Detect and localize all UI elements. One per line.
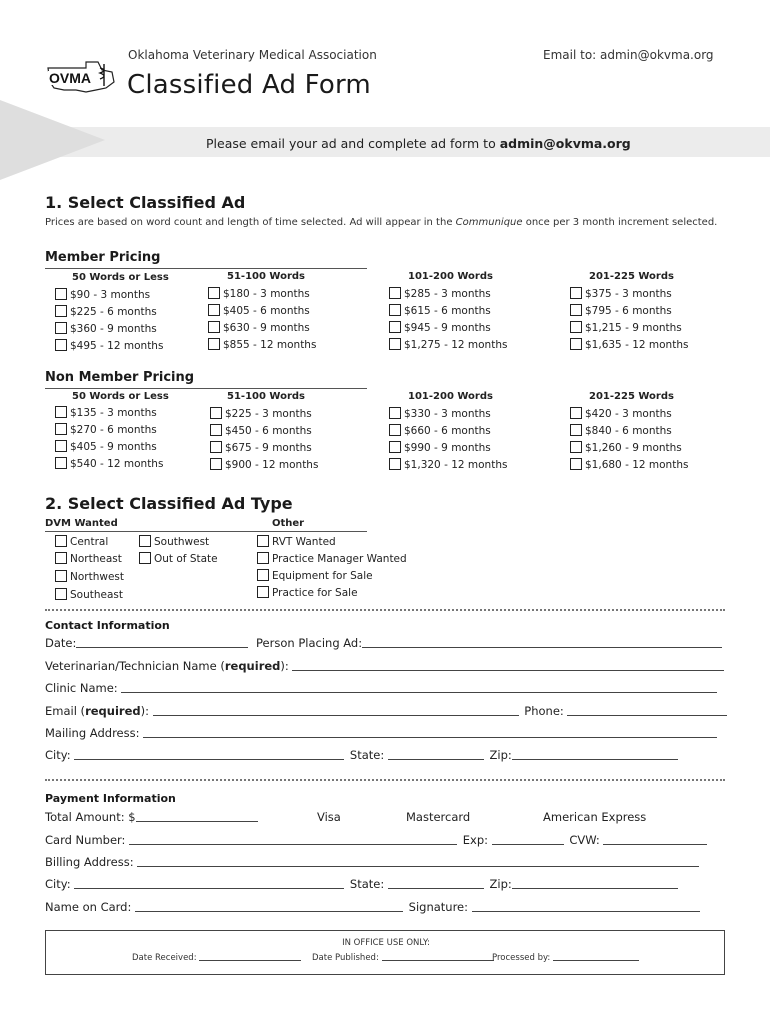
payment-city-field[interactable] <box>74 877 344 889</box>
member-pricing-title: Member Pricing <box>45 250 161 265</box>
office-use-title: IN OFFICE USE ONLY: <box>342 938 430 948</box>
checkbox[interactable] <box>257 552 269 564</box>
ad-type-option[interactable]: Southwest <box>139 534 218 550</box>
processed-by-field[interactable] <box>553 952 639 961</box>
price-option[interactable]: $225 - 6 months <box>55 304 163 320</box>
checkbox[interactable] <box>55 570 67 582</box>
name-row: Name on Card: Signature: <box>45 900 700 914</box>
nonmember-col-4 <box>570 406 688 473</box>
cvw-field[interactable] <box>603 833 707 845</box>
price-option[interactable]: $945 - 9 months <box>389 320 507 336</box>
payment-zip-field[interactable] <box>512 877 678 889</box>
nonmember-col-1 <box>55 405 163 472</box>
card-row: Card Number: Exp: CVW: <box>45 833 707 847</box>
section-2-title: 2. Select Classified Ad Type <box>45 494 293 513</box>
ad-type-option[interactable]: Northwest <box>55 569 124 585</box>
member-col-4 <box>570 286 688 353</box>
total-row: Total Amount: $ <box>45 810 258 824</box>
date-published-row: Date Published: <box>312 952 494 963</box>
card-number-field[interactable] <box>129 833 457 845</box>
nonmember-col-header: 50 Words or Less <box>72 391 169 402</box>
checkbox[interactable] <box>55 457 67 469</box>
ad-type-option[interactable]: Practice Manager Wanted <box>257 551 407 567</box>
date-received-row: Date Received: <box>132 952 301 963</box>
ovma-logo <box>46 60 116 94</box>
checkbox[interactable] <box>55 305 67 317</box>
vet-name-field[interactable] <box>292 659 724 671</box>
ad-type-option[interactable]: Equipment for Sale <box>257 568 407 584</box>
checkbox[interactable] <box>570 304 582 316</box>
nonmember-col-header: 101-200 Words <box>408 391 493 402</box>
form-title: Classified Ad Form <box>127 70 371 100</box>
price-option[interactable]: $225 - 3 months <box>210 406 318 422</box>
checkbox[interactable] <box>208 321 220 333</box>
member-col-1 <box>55 287 163 354</box>
other-col <box>257 534 407 601</box>
checkbox[interactable] <box>389 407 401 419</box>
checkbox[interactable] <box>389 441 401 453</box>
ad-type-option[interactable]: RVT Wanted <box>257 534 407 550</box>
banner-email: admin@okvma.org <box>499 136 631 151</box>
checkbox[interactable] <box>257 586 269 598</box>
ad-type-option[interactable]: Central <box>55 534 124 550</box>
price-option[interactable]: $90 - 3 months <box>55 287 163 303</box>
checkbox[interactable] <box>208 304 220 316</box>
member-col-3 <box>389 286 507 353</box>
checkbox[interactable] <box>389 321 401 333</box>
checkbox[interactable] <box>257 535 269 547</box>
city-row: City: State: Zip: <box>45 748 678 762</box>
checkbox[interactable] <box>389 338 401 350</box>
pricing-note: Prices are based on word count and length of time selected. Ad will appear in the Communique once per 3 month increment selected. <box>45 217 718 228</box>
price-option[interactable]: $450 - 6 months <box>210 423 318 439</box>
state-field[interactable] <box>388 748 484 760</box>
checkbox[interactable] <box>570 321 582 333</box>
amex-option[interactable]: American Express <box>543 810 647 824</box>
dvm-col-2 <box>139 534 218 567</box>
billing-row: Billing Address: <box>45 855 699 869</box>
checkbox[interactable] <box>389 304 401 316</box>
nonmember-col-2 <box>210 406 318 473</box>
section-divider <box>45 779 725 781</box>
payment-state-field[interactable] <box>388 877 484 889</box>
price-option[interactable]: $855 - 12 months <box>208 337 316 353</box>
date-row: Date: Person Placing Ad: <box>45 636 722 650</box>
visa-option[interactable]: Visa <box>317 810 341 824</box>
price-option[interactable]: $1,275 - 12 months <box>389 337 507 353</box>
price-option[interactable]: $660 - 6 months <box>389 423 507 439</box>
price-option[interactable]: $630 - 9 months <box>208 320 316 336</box>
phone-field[interactable] <box>567 704 727 716</box>
checkbox[interactable] <box>210 424 222 436</box>
other-title: Other <box>272 518 305 529</box>
member-col-header: 201-225 Words <box>589 271 674 282</box>
payment-title: Payment Information <box>45 792 176 805</box>
email-field[interactable] <box>153 704 519 716</box>
price-option[interactable]: $840 - 6 months <box>570 423 688 439</box>
ad-type-option[interactable]: Northeast <box>55 551 124 567</box>
price-option[interactable]: $405 - 6 months <box>208 303 316 319</box>
nonmember-col-header: 201-225 Words <box>589 391 674 402</box>
checkbox[interactable] <box>570 424 582 436</box>
payment-city-row: City: State: Zip: <box>45 877 678 891</box>
checkbox[interactable] <box>55 535 67 547</box>
vet-name-row: Veterinarian/Technician Name (required): <box>45 659 724 673</box>
member-pricing-rule <box>45 268 367 269</box>
ad-type-option[interactable]: Southeast <box>55 587 124 603</box>
mailing-row: Mailing Address: <box>45 726 717 740</box>
price-option[interactable]: $420 - 3 months <box>570 406 688 422</box>
checkbox[interactable] <box>55 339 67 351</box>
checkbox[interactable] <box>210 441 222 453</box>
nonmember-pricing-rule <box>45 388 367 389</box>
checkbox[interactable] <box>55 406 67 418</box>
checkbox[interactable] <box>389 424 401 436</box>
checkbox[interactable] <box>210 458 222 470</box>
price-option[interactable]: $375 - 3 months <box>570 286 688 302</box>
checkbox[interactable] <box>210 407 222 419</box>
banner-text: Please email your ad and complete ad form to admin@okvma.org <box>206 136 631 151</box>
checkbox[interactable] <box>55 440 67 452</box>
clinic-row: Clinic Name: <box>45 681 717 695</box>
price-option[interactable]: $285 - 3 months <box>389 286 507 302</box>
price-option[interactable]: $900 - 12 months <box>210 457 318 473</box>
price-option[interactable]: $1,260 - 9 months <box>570 440 688 456</box>
checkbox[interactable] <box>389 287 401 299</box>
ad-type-option[interactable]: Out of State <box>139 551 218 567</box>
checkbox[interactable] <box>55 288 67 300</box>
mastercard-option[interactable]: Mastercard <box>406 810 471 824</box>
signature-field[interactable] <box>472 900 700 912</box>
processed-by-row: Processed by: <box>492 952 639 963</box>
billing-address-field[interactable] <box>137 855 699 867</box>
organization-name: Oklahoma Veterinary Medical Association <box>128 48 377 62</box>
price-option[interactable]: $1,680 - 12 months <box>570 457 688 473</box>
dvm-col-1 <box>55 534 124 603</box>
banner-arrow <box>0 100 105 180</box>
price-option[interactable]: $330 - 3 months <box>389 406 507 422</box>
checkbox[interactable] <box>570 458 582 470</box>
checkbox[interactable] <box>139 535 151 547</box>
price-option[interactable]: $795 - 6 months <box>570 303 688 319</box>
nonmember-col-3 <box>389 406 507 473</box>
ad-type-option[interactable]: Practice for Sale <box>257 585 407 601</box>
price-option[interactable]: $405 - 9 months <box>55 439 163 455</box>
email-row: Email (required): Phone: <box>45 704 727 718</box>
checkbox[interactable] <box>139 552 151 564</box>
name-on-card-field[interactable] <box>135 900 403 912</box>
section-divider <box>45 609 725 611</box>
price-option[interactable]: $270 - 6 months <box>55 422 163 438</box>
price-option[interactable]: $615 - 6 months <box>389 303 507 319</box>
checkbox[interactable] <box>570 338 582 350</box>
member-col-header: 50 Words or Less <box>72 272 169 283</box>
member-col-header: 101-200 Words <box>408 271 493 282</box>
total-amount-field[interactable] <box>136 810 258 822</box>
price-option[interactable]: $1,320 - 12 months <box>389 457 507 473</box>
mailing-address-field[interactable] <box>143 726 717 738</box>
clinic-name-field[interactable] <box>121 681 717 693</box>
date-published-field[interactable] <box>382 952 494 961</box>
price-option[interactable]: $1,635 - 12 months <box>570 337 688 353</box>
checkbox[interactable] <box>570 441 582 453</box>
checkbox[interactable] <box>570 287 582 299</box>
office-use-box <box>45 930 725 975</box>
price-option[interactable]: $360 - 9 months <box>55 321 163 337</box>
member-col-header: 51-100 Words <box>227 271 306 282</box>
checkbox[interactable] <box>208 338 220 350</box>
checkbox[interactable] <box>389 458 401 470</box>
checkbox[interactable] <box>55 423 67 435</box>
price-option[interactable]: $495 - 12 months <box>55 338 163 354</box>
checkbox[interactable] <box>55 588 67 600</box>
nonmember-pricing-title: Non Member Pricing <box>45 370 195 385</box>
checkbox[interactable] <box>55 322 67 334</box>
ad-type-rule <box>45 531 367 532</box>
zip-field[interactable] <box>512 748 678 760</box>
member-col-2 <box>208 286 316 353</box>
price-option[interactable]: $540 - 12 months <box>55 456 163 472</box>
price-option[interactable]: $990 - 9 months <box>389 440 507 456</box>
price-option[interactable]: $180 - 3 months <box>208 286 316 302</box>
city-field[interactable] <box>74 748 344 760</box>
price-option[interactable]: $135 - 3 months <box>55 405 163 421</box>
section-1-title: 1. Select Classified Ad <box>45 193 246 212</box>
price-option[interactable]: $675 - 9 months <box>210 440 318 456</box>
checkbox[interactable] <box>257 569 269 581</box>
price-option[interactable]: $1,215 - 9 months <box>570 320 688 336</box>
exp-field[interactable] <box>492 833 564 845</box>
contact-title: Contact Information <box>45 619 170 632</box>
checkbox[interactable] <box>570 407 582 419</box>
dvm-wanted-title: DVM Wanted <box>45 518 118 529</box>
svg-text:OVMA: OVMA <box>49 70 91 86</box>
person-placing-ad-field[interactable] <box>362 636 722 648</box>
date-received-field[interactable] <box>199 952 301 961</box>
checkbox[interactable] <box>55 552 67 564</box>
email-to-text: Email to: admin@okvma.org <box>543 48 714 62</box>
nonmember-col-header: 51-100 Words <box>227 391 306 402</box>
date-field[interactable] <box>76 636 248 648</box>
checkbox[interactable] <box>208 287 220 299</box>
